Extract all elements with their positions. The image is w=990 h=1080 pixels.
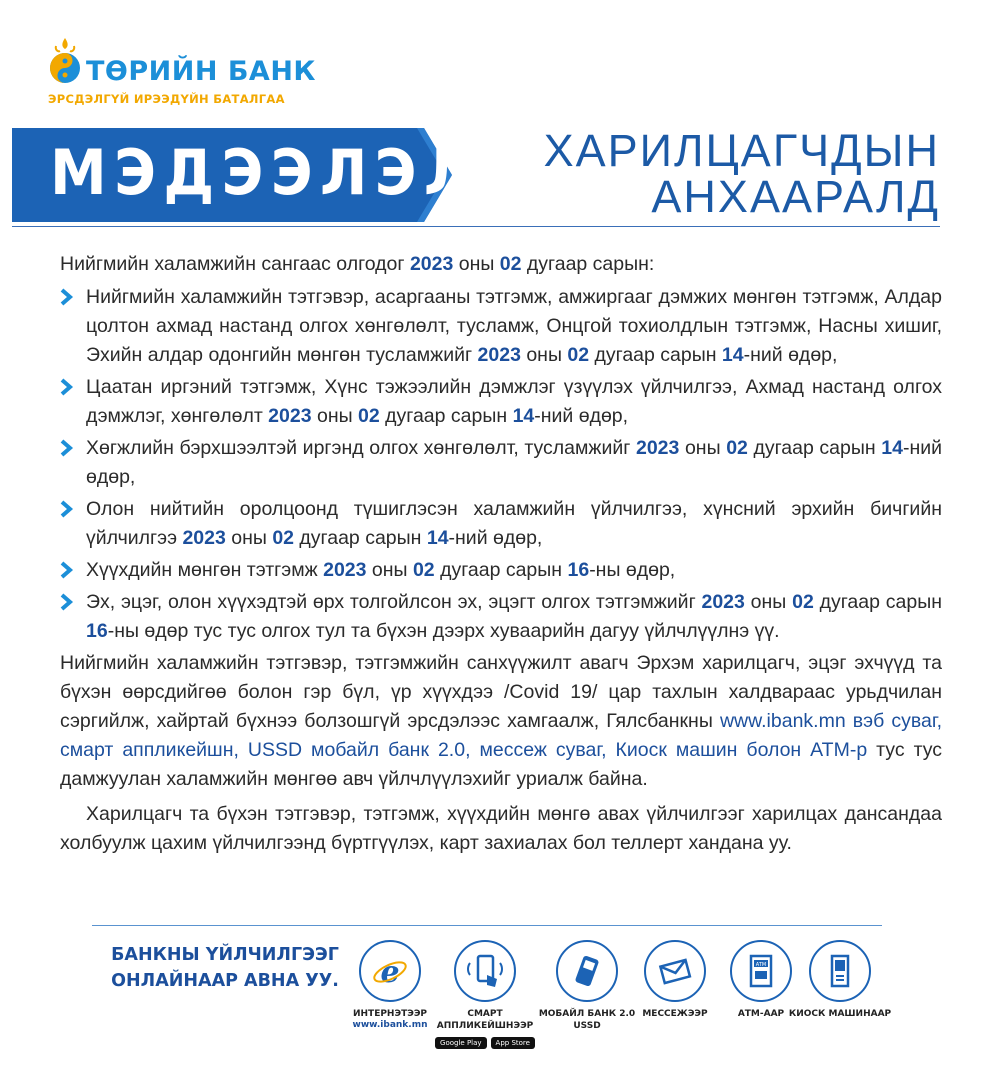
service-mobile-bank: МОБАЙЛ БАНК 2.0 USSD — [532, 940, 642, 1032]
bank-name: ТӨРИЙН БАНК — [86, 56, 316, 87]
announcement-body — [60, 250, 942, 858]
bank-emblem-icon — [46, 36, 84, 86]
closing-paragraph: Харилцагч та бүхэн тэтгэвэр, тэтгэмж, хүүхдийн мөнгө авах үйлчилгээг харилцах дансандаа холбуулж цахим үйлчилгээнд бүртгүүлэх, карт захиалах бол теллерт хандана уу. — [60, 803, 942, 854]
chevron-right-icon — [58, 499, 76, 519]
banner-title: МЭДЭЭЛЭЛ — [50, 136, 479, 209]
list-item: Хөгжлийн бэрхшээлтэй иргэнд олгох хөнгөлөлт, тусламжийг 2023 оны 02 дугаар сарын 14-ний өдөр, — [60, 434, 942, 492]
app-store-badge[interactable]: App Store — [491, 1037, 535, 1049]
svg-text:ATM: ATM — [755, 962, 767, 968]
chevron-right-icon — [58, 592, 76, 612]
envelope-icon — [644, 940, 706, 1002]
bank-tagline: ЭРСДЭЛГҮЙ ИРЭЭДҮЙН БАТАЛГАА — [48, 92, 285, 106]
info-paragraph: Нийгмийн халамжийн тэтгэвэр, тэтгэмжийн санхүүжилт авагч Эрхэм харилцагч, эцэг эхчүүд та бүхэн өөрсдийгөө болон гэр бүл, үр хүүхдээ /Covid 19/ цар тахлын халдвараас урьдчилан сэргийлж, хайртай бүхнээ болзошгүй эрсдэлээс хамгаалж, Гялсбанкны www.ibank.mn вэб суваг, смарт аппликейшн, USSD мобайл банк 2.0, мессеж суваг, Киоск машин болон АТМ-р тус тус дамжуулан халамжийн мөнгөө авч үйлчлүүлэхийг уриалж байна. — [60, 652, 943, 790]
bank-logo — [44, 34, 314, 114]
online-cta — [100, 942, 350, 994]
service-smart-app: СМАРТ АППЛИКЕЙШНЭЭР Google Play App Store — [430, 940, 540, 1050]
kiosk-icon — [809, 940, 871, 1002]
chevron-right-icon — [58, 560, 76, 580]
list-item: Хүүхдийн мөнгөн тэтгэмж 2023 оны 02 дугаар сарын 16-ны өдөр, — [60, 556, 942, 585]
list-item: Олон нийтийн оролцоонд түшиглэсэн халамжийн үйлчилгээ, хүнсний эрхийн бичгийн үйлчилгээ 2023 оны 02 дугаар сарын 14-ний өдөр, — [60, 495, 942, 553]
chevron-right-icon — [58, 377, 76, 397]
list-item: Нийгмийн халамжийн тэтгэвэр, асаргааны тэтгэмж, амжиргааг дэмжих мөнгөн тэтгэмж, Алдар цолтон ахмад настанд олгох хөнгөлөлт, тусламж, Онцгой тохиолдлын тэтгэмж, Насны хишиг, Эхийн алдар одонгийн мөнгөн тусламжийг 2023 оны 02 дугаар сарын 14-ний өдөр, — [60, 283, 942, 370]
service-sms: МЕССЕЖЭЭР — [620, 940, 730, 1020]
title-banner — [12, 128, 479, 222]
headline-line1: ХАРИЛЦАГЧДЫН — [543, 125, 940, 176]
svg-text:e: e — [380, 955, 400, 990]
smartphone-touch-icon — [454, 940, 516, 1002]
google-play-badge[interactable]: Google Play — [435, 1037, 487, 1049]
app-store-badges — [430, 1032, 540, 1050]
service-atm: ATM АТМ-ААР — [706, 940, 816, 1020]
footer-divider — [92, 925, 882, 926]
cta-line1: БАНКНЫ ҮЙЛЧИЛГЭЭГ — [111, 945, 339, 965]
schedule-list — [60, 283, 942, 646]
channels-link-text: www.ibank.mn вэб суваг, смарт аппликейшн, USSD мобайл банк 2.0, мессеж суваг, Киоск машин болон АТМ-р — [60, 710, 942, 761]
mobile-phone-icon — [556, 940, 618, 1002]
service-kiosk: КИОСК МАШИНААР — [785, 940, 895, 1020]
internet-explorer-icon — [359, 940, 421, 1002]
list-item: Цаатан иргэний тэтгэмж, Хүнс тэжээлийн дэмжлэг үзүүлэх үйлчилгээ, Ахмад настанд олгох дэмжлэг, хөнгөлөлт 2023 оны 02 дугаар сарын 14-ний өдөр, — [60, 373, 942, 431]
service-internet: e ИНТЕРНЭТЭЭР www.ibank.mn — [335, 940, 445, 1031]
header-divider — [12, 226, 940, 227]
headline-line2: АНХААРАЛД — [651, 171, 940, 222]
atm-icon — [730, 940, 792, 1002]
list-item: Эх, эцэг, олон хүүхэдтэй өрх толгойлсон эх, эцэгт олгох тэтгэмжийг 2023 оны 02 дугаар сарын 16-ны өдөр тус тус олгох тул та бүхэн дээрх хуваарийн дагуу үйлчлүүлнэ үү. — [60, 588, 942, 646]
headline — [543, 125, 940, 222]
chevron-right-icon — [58, 287, 76, 307]
intro-line: Нийгмийн халамжийн сангаас олгодог 2023 оны 02 дугаар сарын: — [60, 253, 655, 275]
chevron-right-icon — [58, 438, 76, 458]
cta-line2: ОНЛАЙНААР АВНА УУ. — [111, 971, 339, 991]
